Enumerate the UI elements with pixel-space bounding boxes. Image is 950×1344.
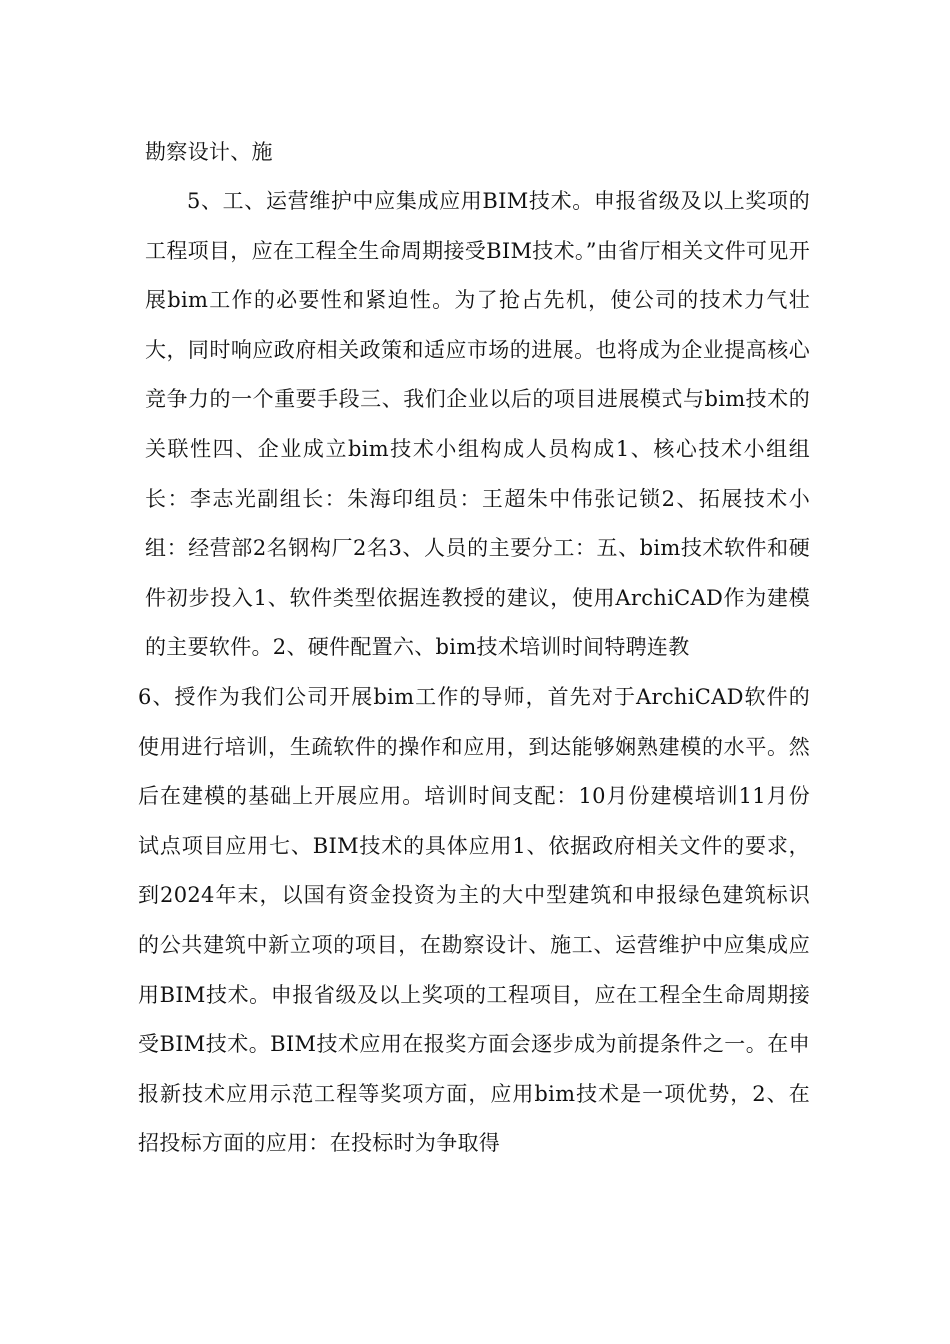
paragraph-fragment: 勘察设计、施 (145, 140, 273, 164)
paragraph-section-6: 6、授作为我们公司开展bim工作的导师，首先对于ArchiCAD软件的使用进行培训，生疏软件的操作和应用，到达能够娴熟建模的水平。然后在建模的基础上开展应用。培训时间支配：10月份建模培训11月份试点项目应用七、BIM技术的具体应用1、依据政府相关文件的要求，到2024年末，以国有资金投资为主的大中型建筑和申报绿色建筑标识的公共建筑中新立项的项目，在勘察设计、施工、运营维护中应集成应用BIM技术。申报省级及以上奖项的工程项目，应在工程全生命周期接受BIM技术。BIM技术应用在报奖方面会逐步成为前提条件之一。在申报新技术应用示范工程等奖项方面，应用bim技术是一项优势，2、在招投标方面的应用：在投标时为争取得 (138, 685, 810, 1156)
paragraph-section-5: 5、工、运营维护中应集成应用BIM技术。申报省级及以上奖项的工程项目，应在工程全生命周期接受BIM技术。”由省厅相关文件可见开展bim工作的必要性和紧迫性。为了抢占先机，使公司的技术力气壮大，同时响应政府相关政策和适应市场的进展。也将成为企业提高核心竞争力的一个重要手段三、我们企业以后的项目进展模式与bim技术的关联性四、企业成立bim技术小组构成人员构成1、核心技术小组组长：李志光副组长：朱海印组员：王超朱中伟张记锁2、拓展技术小组：经营部2名钢构厂2名3、人员的主要分工：五、bim技术软件和硬件初步投入1、软件类型依据连教授的建议，使用ArchiCAD作为建模的主要软件。2、硬件配置六、bim技术培训时间特聘连教 (145, 189, 810, 660)
